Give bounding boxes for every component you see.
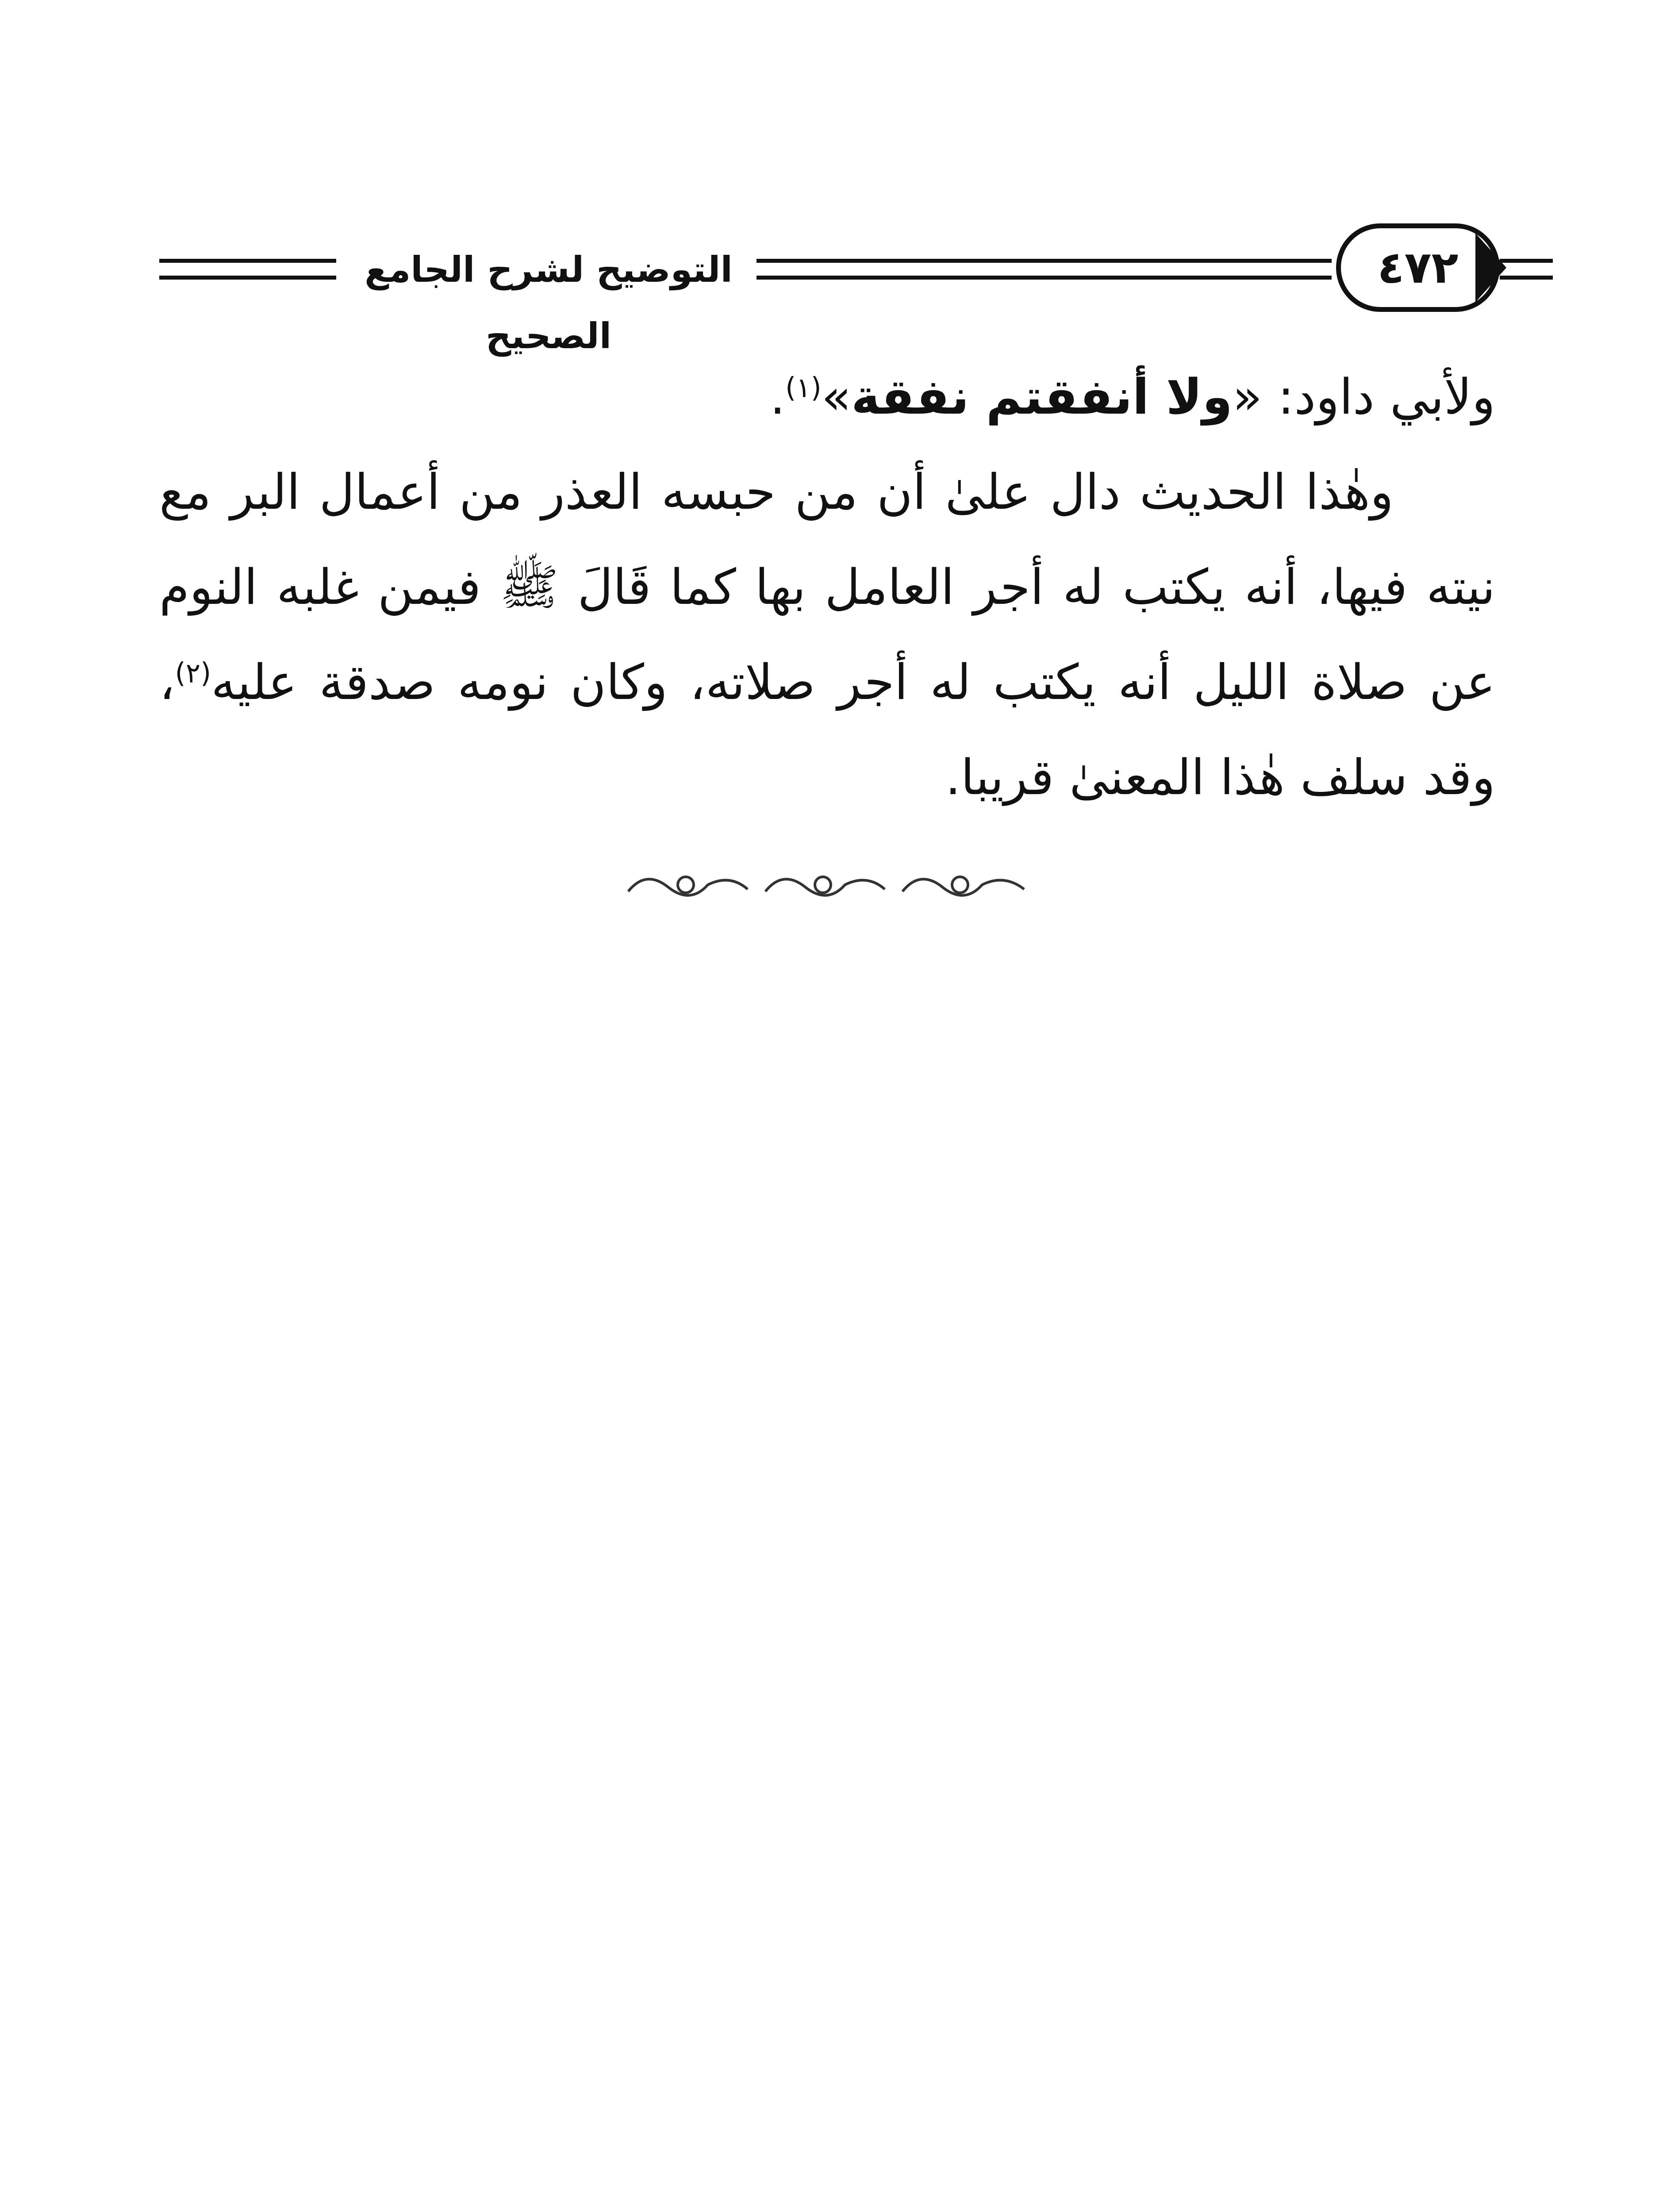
text-span: وهٰذا الحديث دال علىٰ أن من حبسه العذر من أعمال البر مع نيته فيها، أنه يكتب له أجر العامل بها كما قَالَ ﷺ فيمن غلبه النوم عن صلاة الليل أنه يكتب له أجر صلاته، وكان نومه صدقة عليه	[159, 464, 1495, 710]
paragraph-1	[159, 349, 1495, 445]
footnote-ref: (٢)	[175, 657, 211, 689]
paragraph-2	[159, 445, 1495, 825]
quote-bold: ولا أنفقتم نفقة	[851, 369, 1233, 425]
text-span: »	[821, 369, 852, 425]
header-rule	[757, 276, 1332, 280]
page-header	[159, 223, 1495, 357]
header-rule	[159, 276, 336, 280]
page-number: ٤٧٢	[1336, 223, 1500, 312]
footnote-ref: (١)	[785, 371, 822, 404]
header-rule	[1500, 259, 1553, 263]
text-span: ، وقد سلف هٰذا المعنىٰ قريبا.	[159, 654, 1495, 806]
ornament-divider	[619, 860, 1035, 909]
header-rule	[1500, 276, 1553, 280]
page-badge-point	[1475, 233, 1506, 302]
main-text	[159, 349, 1495, 825]
running-title: التوضيح لشرح الجامع الصحيح	[365, 249, 733, 357]
header-rule	[757, 259, 1332, 263]
header-rule	[159, 259, 336, 263]
text-span: .	[770, 369, 786, 425]
text-span: ولأبي داود: «	[1232, 369, 1495, 425]
